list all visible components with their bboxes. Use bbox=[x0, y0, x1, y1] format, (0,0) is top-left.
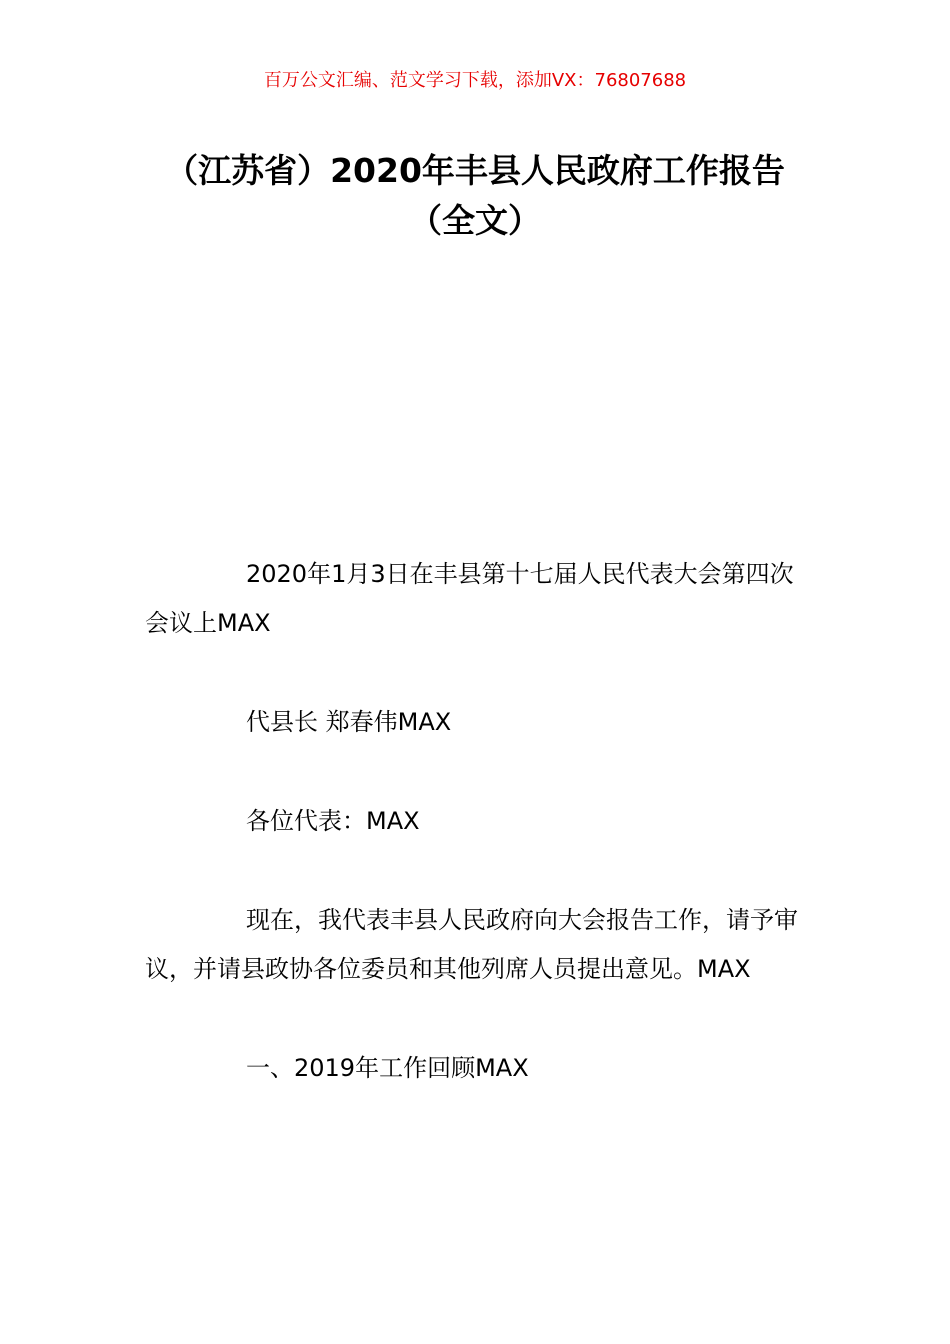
document-title bbox=[120, 146, 830, 246]
header-watermark-note: 百万公文汇编、范文学习下载，添加VX：76807688 bbox=[263, 70, 687, 91]
section-heading-paragraph: 一、2019年工作回顾MAX bbox=[246, 1054, 529, 1082]
meeting-info-paragraph: 2020年1月3日在丰县第十七届人民代表大会第四次会议上MAX bbox=[145, 560, 794, 637]
document-title-line-2: （全文） bbox=[409, 201, 541, 240]
document-body bbox=[145, 550, 810, 1143]
intro-paragraph: 现在，我代表丰县人民政府向大会报告工作，请予审议，并请县政协各位委员和其他列席人员提出意见。MAX bbox=[145, 906, 798, 983]
speaker-paragraph: 代县长 郑春伟MAX bbox=[246, 708, 452, 736]
salutation-paragraph: 各位代表：MAX bbox=[246, 807, 420, 835]
document-title-line-1: （江苏省）2020年丰县人民政府工作报告 bbox=[165, 151, 785, 190]
